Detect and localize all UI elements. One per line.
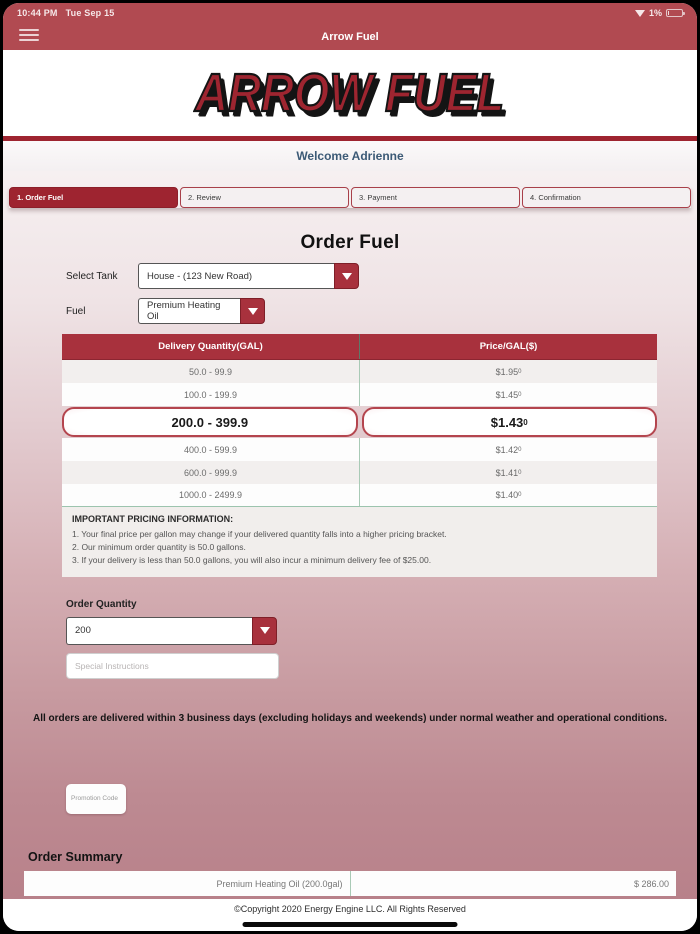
quantity-range: 100.0 - 199.9: [62, 383, 360, 406]
battery-percent: 1%: [648, 8, 662, 18]
price-value: $1.95 0: [495, 366, 522, 377]
pricing-row[interactable]: [62, 383, 657, 406]
status-date: Tue Sep 15: [65, 8, 115, 18]
arrow-fuel-logo: ARROW FUEL: [195, 63, 505, 123]
tab-payment[interactable]: 3. Payment: [351, 187, 520, 208]
delivery-note: All orders are delivered within 3 business days (excluding holidays and weekends) under normal weather and operational conditions.: [32, 712, 668, 724]
pricing-info-box: [62, 507, 657, 577]
pricing-info-note: 2. Our minimum order quantity is 50.0 gallons.: [72, 542, 246, 553]
wifi-icon: [635, 10, 645, 17]
pricing-info-note: 1. Your final price per gallon may change if your delivered quantity falls into a higher pricing bracket.: [72, 529, 447, 539]
pricing-table-header: [62, 334, 657, 360]
price-value: $1.40 0: [495, 490, 522, 500]
order-summary-heading: Order Summary: [28, 850, 123, 864]
pricing-row[interactable]: [62, 484, 657, 507]
steps-row: [9, 187, 691, 208]
order-quantity-dropdown[interactable]: [66, 617, 697, 645]
pricing-info-heading: IMPORTANT PRICING INFORMATION:: [72, 514, 234, 524]
welcome-text: Welcome Adrienne: [296, 149, 404, 163]
quantity-range: 1000.0 - 2499.9: [62, 484, 360, 506]
pricing-row[interactable]: [62, 360, 657, 383]
tab-review[interactable]: 2. Review: [180, 187, 349, 208]
pricing-table: [62, 334, 657, 507]
status-bar: [3, 3, 697, 23]
welcome-bar: [3, 141, 697, 171]
pricing-row[interactable]: [62, 438, 657, 461]
tab-order-fuel[interactable]: 1. Order Fuel: [9, 187, 178, 208]
status-time: 10:44 PM: [17, 8, 58, 18]
special-instructions-input[interactable]: [66, 653, 279, 679]
select-tank-label: Select Tank: [66, 270, 118, 282]
header-delivery-quantity: Delivery Quantity(GAL): [62, 334, 360, 359]
quantity-range: 50.0 - 99.9: [62, 360, 360, 383]
select-tank-dropdown-button[interactable]: [334, 263, 359, 289]
order-summary-item: Premium Heating Oil (200.0gal): [24, 871, 351, 896]
device-screen: [3, 3, 697, 931]
nav-title: Arrow Fuel: [321, 30, 379, 43]
fuel-dropdown[interactable]: [138, 298, 265, 324]
main-content: [3, 171, 697, 899]
chevron-down-icon: [260, 627, 270, 634]
selected-quantity-range[interactable]: 200.0 - 399.9: [62, 407, 358, 437]
select-tank-value: House - (123 New Road): [138, 263, 334, 289]
select-tank-dropdown[interactable]: [138, 263, 359, 289]
price-value: $1.45 0: [495, 389, 522, 400]
chevron-down-icon: [342, 273, 352, 280]
order-quantity-label: Order Quantity: [66, 598, 137, 610]
header-price-gal: Price/GAL($): [479, 341, 538, 352]
tab-confirmation[interactable]: 4. Confirmation: [522, 187, 691, 208]
logo-section: [3, 50, 697, 136]
order-summary-row: [24, 871, 676, 896]
pricing-row[interactable]: [62, 461, 657, 484]
price-value: $1.41 0: [495, 467, 522, 478]
page-title: Order Fuel: [300, 232, 400, 253]
nav-bar: [3, 23, 697, 50]
battery-icon: [666, 9, 683, 17]
order-summary-amount: $ 286.00: [633, 878, 669, 889]
status-time-date: [17, 8, 114, 18]
quantity-range: 400.0 - 599.9: [62, 438, 360, 461]
order-quantity-dropdown-button[interactable]: [252, 617, 277, 645]
pricing-info-note: 3. If your delivery is less than 50.0 gallons, you will also incur a minimum delivery fee of $25.00.: [72, 555, 432, 566]
selected-price-value[interactable]: $1.43 0: [362, 407, 658, 437]
fuel-dropdown-button[interactable]: [240, 298, 265, 324]
quantity-range: 600.0 - 999.9: [62, 461, 360, 484]
chevron-down-icon: [248, 308, 258, 315]
fuel-value: Premium Heating Oil: [138, 298, 240, 324]
promotion-code-input[interactable]: [66, 784, 126, 814]
price-value: $1.42 0: [495, 444, 522, 455]
pricing-row-selected[interactable]: [62, 407, 657, 437]
home-indicator[interactable]: [243, 922, 458, 927]
app-footer: [3, 899, 697, 931]
hamburger-menu-icon[interactable]: [19, 29, 39, 44]
copyright-text: ©Copyright 2020 Energy Engine LLC. All Rights Reserved: [234, 904, 466, 914]
fuel-label: Fuel: [66, 305, 86, 317]
order-quantity-value: 200: [66, 617, 252, 645]
